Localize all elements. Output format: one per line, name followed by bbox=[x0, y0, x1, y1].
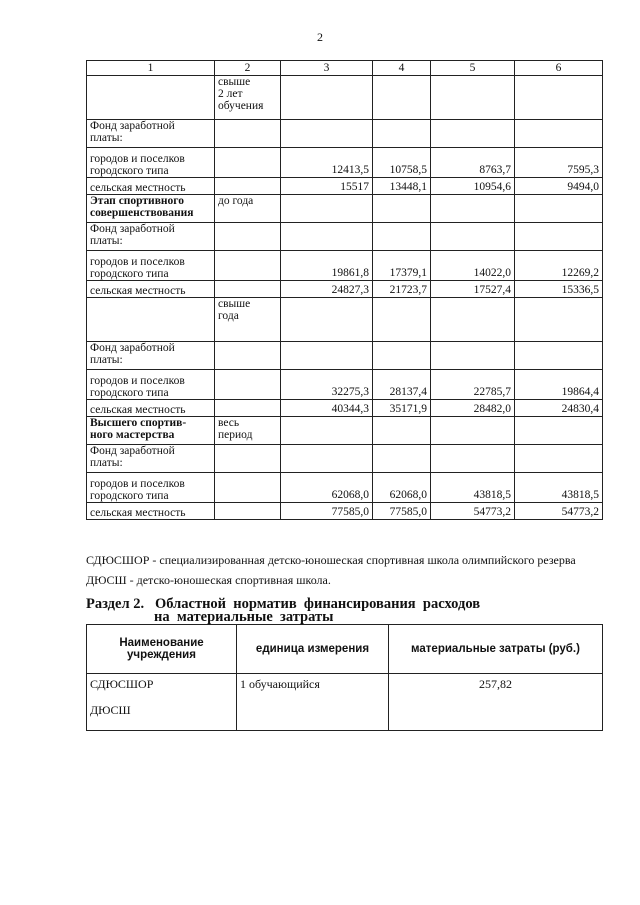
training-period-cell bbox=[215, 298, 281, 342]
label-line: сельская местность bbox=[90, 285, 186, 297]
column-number-6: 6 bbox=[515, 61, 603, 76]
value-cell-col-6 bbox=[515, 342, 603, 370]
value-cell-col-5 bbox=[431, 417, 515, 445]
value-cell-col-6: 9494,0 bbox=[515, 178, 603, 195]
row-label-cell bbox=[87, 298, 215, 342]
page-number: 2 bbox=[317, 30, 323, 44]
value-cell-col-5 bbox=[431, 120, 515, 148]
value-cell-col-4: 13448,1 bbox=[373, 178, 431, 195]
period-line: обучения bbox=[218, 100, 264, 112]
label-line: городов и поселков bbox=[90, 256, 185, 268]
value-cell-col-5: 28482,0 bbox=[431, 400, 515, 417]
value-cell-col-6 bbox=[515, 298, 603, 342]
table-row bbox=[87, 223, 603, 251]
value-cell-col-6: 7595,3 bbox=[515, 148, 603, 178]
label-line: платы: bbox=[90, 354, 123, 366]
label-line: городского типа bbox=[90, 490, 169, 502]
table-row bbox=[87, 76, 603, 120]
value-cell-col-3 bbox=[281, 298, 373, 342]
value-cell-col-5: 14022,0 bbox=[431, 251, 515, 281]
period-line: 2 лет bbox=[218, 88, 243, 100]
staff-payroll-table bbox=[86, 60, 603, 520]
row-label-cell bbox=[87, 473, 215, 503]
label-line: городов и поселков bbox=[90, 153, 185, 165]
table-row bbox=[87, 281, 603, 298]
institution-dyussh: ДЮСШ bbox=[90, 703, 131, 717]
column-number-4: 4 bbox=[373, 61, 431, 76]
column-number-3: 3 bbox=[281, 61, 373, 76]
period-line: до года bbox=[218, 195, 254, 207]
training-period-cell bbox=[215, 400, 281, 417]
period-line: года bbox=[218, 310, 239, 322]
value-cell-col-4: 28137,4 bbox=[373, 370, 431, 400]
value-cell-col-4: 77585,0 bbox=[373, 503, 431, 520]
value-cell-col-4 bbox=[373, 223, 431, 251]
value-cell-col-6 bbox=[515, 223, 603, 251]
training-period-cell bbox=[215, 342, 281, 370]
stage-name-cell bbox=[87, 417, 215, 445]
label-line: сельская местность bbox=[90, 404, 186, 416]
training-period-cell bbox=[215, 445, 281, 473]
label-line: сельская местность bbox=[90, 182, 186, 194]
note-sdyusshor: СДЮСШОР - специализированная детско-юношеская спортивная школа олимпийского резерва bbox=[86, 553, 576, 567]
training-period-cell bbox=[215, 473, 281, 503]
label-line: совершенствования bbox=[90, 207, 194, 219]
value-cell-col-3: 12413,5 bbox=[281, 148, 373, 178]
header-unit: единица измерения bbox=[237, 625, 389, 674]
value-cell-col-3 bbox=[281, 76, 373, 120]
table-row bbox=[87, 178, 603, 195]
section-title-line1: Раздел 2. Областной норматив финансирования расходов bbox=[86, 596, 481, 612]
section-title-line2: на материальные затраты bbox=[154, 609, 334, 625]
value-cell-col-4 bbox=[373, 195, 431, 223]
value-cell-col-5 bbox=[431, 342, 515, 370]
row-label-cell bbox=[87, 178, 215, 195]
section-2-title bbox=[86, 598, 606, 624]
period-line: период bbox=[218, 429, 253, 441]
value-cell-col-6: 15336,5 bbox=[515, 281, 603, 298]
row-label-cell bbox=[87, 148, 215, 178]
label-line: Высшего спортив- bbox=[90, 417, 187, 429]
label-line: сельская местность bbox=[90, 507, 186, 519]
row-label-cell bbox=[87, 370, 215, 400]
value-cell-col-5: 10954,6 bbox=[431, 178, 515, 195]
value-cell-col-4: 10758,5 bbox=[373, 148, 431, 178]
abbreviation-notes bbox=[86, 550, 626, 590]
value-cell-col-3 bbox=[281, 120, 373, 148]
value-cell-col-3: 40344,3 bbox=[281, 400, 373, 417]
training-period-cell bbox=[215, 76, 281, 120]
row-label-cell bbox=[87, 445, 215, 473]
column-number-5: 5 bbox=[431, 61, 515, 76]
value-cell-col-6: 43818,5 bbox=[515, 473, 603, 503]
training-period-cell bbox=[215, 251, 281, 281]
column-number-row bbox=[87, 61, 603, 76]
column-number-1: 1 bbox=[87, 61, 215, 76]
row-label-cell bbox=[87, 223, 215, 251]
value-cell-col-3 bbox=[281, 223, 373, 251]
label-line: Фонд заработной bbox=[90, 223, 175, 235]
row-label-cell bbox=[87, 342, 215, 370]
value-cell-col-5 bbox=[431, 298, 515, 342]
period-line: свыше bbox=[218, 76, 251, 88]
value-cell-col-6: 19864,4 bbox=[515, 370, 603, 400]
value-cell-col-4 bbox=[373, 445, 431, 473]
value-cell-col-4: 35171,9 bbox=[373, 400, 431, 417]
value-cell-col-4: 17379,1 bbox=[373, 251, 431, 281]
label-line: городского типа bbox=[90, 387, 169, 399]
table-row bbox=[87, 417, 603, 445]
training-period-cell bbox=[215, 148, 281, 178]
cost-cell: 257,82 bbox=[389, 674, 603, 731]
value-cell-col-6 bbox=[515, 76, 603, 120]
table-row bbox=[87, 148, 603, 178]
label-line: Фонд заработной bbox=[90, 445, 175, 457]
table-row bbox=[87, 298, 603, 342]
period-line: свыше bbox=[218, 298, 251, 310]
value-cell-col-3 bbox=[281, 417, 373, 445]
label-line: Фонд заработной bbox=[90, 120, 175, 132]
value-cell-col-4 bbox=[373, 417, 431, 445]
value-cell-col-6: 12269,2 bbox=[515, 251, 603, 281]
row-label-cell bbox=[87, 76, 215, 120]
value-cell-col-6 bbox=[515, 120, 603, 148]
training-period-cell bbox=[215, 417, 281, 445]
row-label-cell bbox=[87, 400, 215, 417]
value-cell-col-5 bbox=[431, 76, 515, 120]
value-cell-col-3: 24827,3 bbox=[281, 281, 373, 298]
label-line: городского типа bbox=[90, 268, 169, 280]
note-dyussh: ДЮСШ - детско-юношеская спортивная школа. bbox=[86, 573, 331, 587]
table-row bbox=[87, 400, 603, 417]
unit-cell: 1 обучающийся bbox=[237, 674, 389, 731]
period-line: весь bbox=[218, 417, 240, 429]
label-line: ного мастерства bbox=[90, 429, 175, 441]
table-row bbox=[87, 503, 603, 520]
value-cell-col-4 bbox=[373, 298, 431, 342]
table-row bbox=[87, 251, 603, 281]
table-row bbox=[87, 370, 603, 400]
row-label-cell bbox=[87, 251, 215, 281]
training-period-cell bbox=[215, 370, 281, 400]
table-row bbox=[87, 342, 603, 370]
value-cell-col-6 bbox=[515, 445, 603, 473]
value-cell-col-3: 77585,0 bbox=[281, 503, 373, 520]
label-line: платы: bbox=[90, 235, 123, 247]
value-cell-col-5 bbox=[431, 445, 515, 473]
value-cell-col-3: 32275,3 bbox=[281, 370, 373, 400]
value-cell-col-3 bbox=[281, 195, 373, 223]
value-cell-col-5 bbox=[431, 223, 515, 251]
training-period-cell bbox=[215, 178, 281, 195]
row-label-cell bbox=[87, 281, 215, 298]
value-cell-col-5: 17527,4 bbox=[431, 281, 515, 298]
row-label-cell bbox=[87, 120, 215, 148]
stage-name-cell bbox=[87, 195, 215, 223]
value-cell-col-5: 43818,5 bbox=[431, 473, 515, 503]
value-cell-col-4 bbox=[373, 342, 431, 370]
training-period-cell bbox=[215, 195, 281, 223]
value-cell-col-3: 62068,0 bbox=[281, 473, 373, 503]
label-line: городского типа bbox=[90, 165, 169, 177]
training-period-cell bbox=[215, 281, 281, 298]
label-line: платы: bbox=[90, 132, 123, 144]
label-line: городов и поселков bbox=[90, 478, 185, 490]
value-cell-col-6 bbox=[515, 195, 603, 223]
label-line: городов и поселков bbox=[90, 375, 185, 387]
training-period-cell bbox=[215, 223, 281, 251]
value-cell-col-6: 54773,2 bbox=[515, 503, 603, 520]
table-row bbox=[87, 120, 603, 148]
value-cell-col-3 bbox=[281, 445, 373, 473]
value-cell-col-3: 19861,8 bbox=[281, 251, 373, 281]
value-cell-col-5: 22785,7 bbox=[431, 370, 515, 400]
value-cell-col-5 bbox=[431, 195, 515, 223]
value-cell-col-5: 54773,2 bbox=[431, 503, 515, 520]
label-line: Фонд заработной bbox=[90, 342, 175, 354]
value-cell-col-6 bbox=[515, 417, 603, 445]
institution-sdyusshor: СДЮСШОР bbox=[90, 677, 154, 691]
training-period-cell bbox=[215, 503, 281, 520]
label-line: Этап спортивного bbox=[90, 195, 184, 207]
value-cell-col-4: 62068,0 bbox=[373, 473, 431, 503]
value-cell-col-4 bbox=[373, 76, 431, 120]
training-period-cell bbox=[215, 120, 281, 148]
value-cell-col-4: 21723,7 bbox=[373, 281, 431, 298]
value-cell-col-6: 24830,4 bbox=[515, 400, 603, 417]
value-cell-col-5: 8763,7 bbox=[431, 148, 515, 178]
table-row bbox=[87, 195, 603, 223]
material-costs-table bbox=[86, 624, 603, 731]
institution-names-cell bbox=[87, 674, 237, 731]
value-cell-col-4 bbox=[373, 120, 431, 148]
value-cell-col-3: 15517 bbox=[281, 178, 373, 195]
table-row bbox=[87, 473, 603, 503]
row-label-cell bbox=[87, 503, 215, 520]
table-row bbox=[87, 445, 603, 473]
header-institution-name: Наименование учреждения bbox=[87, 625, 237, 674]
value-cell-col-3 bbox=[281, 342, 373, 370]
column-number-2: 2 bbox=[215, 61, 281, 76]
header-material-costs: материальные затраты (руб.) bbox=[389, 625, 603, 674]
label-line: платы: bbox=[90, 457, 123, 469]
